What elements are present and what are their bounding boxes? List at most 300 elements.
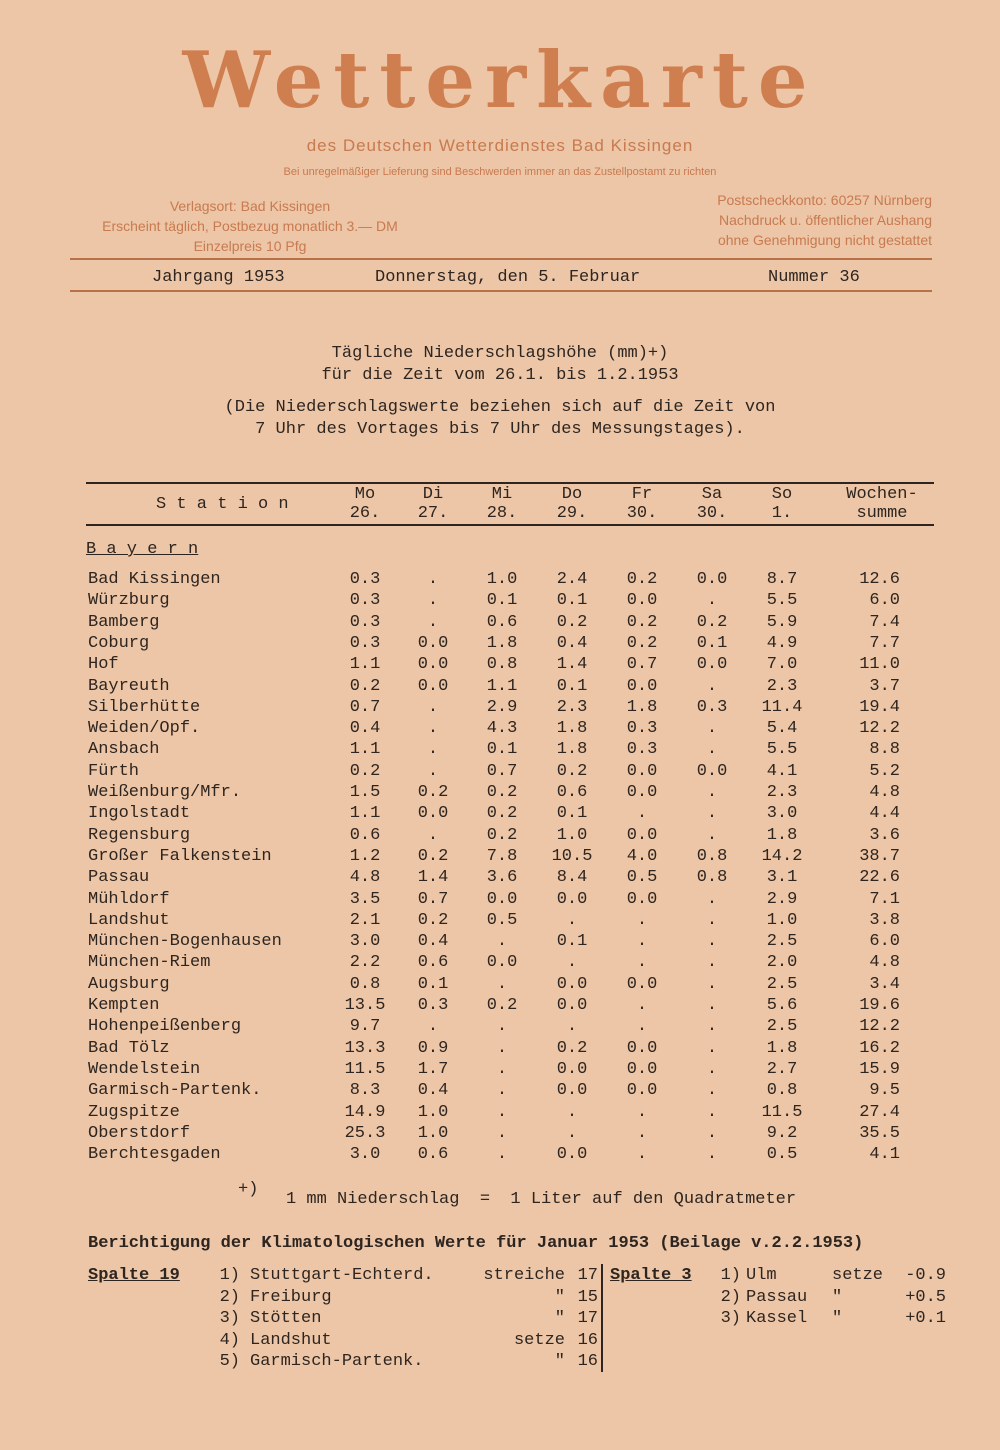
- account-info: [640, 190, 932, 250]
- correction-item-number: 4): [219, 1330, 240, 1350]
- precip-cell: .: [706, 996, 718, 1015]
- table-row: [0, 911, 1000, 932]
- precip-cell: 0.0: [696, 570, 728, 589]
- correction-item-action: ": [554, 1352, 565, 1371]
- precip-cell: 0.1: [556, 932, 588, 952]
- precip-cell: .: [636, 1123, 648, 1143]
- precip-cell: 0.3: [417, 996, 449, 1015]
- weekly-sum-cell: 6.0: [869, 932, 900, 952]
- col-date: 28.: [486, 504, 518, 523]
- precip-cell: 0.1: [486, 740, 518, 760]
- table-row: [0, 1145, 1000, 1166]
- table-heading-line4: 7 Uhr des Vortages bis 7 Uhr des Messungstages).: [255, 420, 745, 439]
- precip-cell: 1.8: [766, 825, 798, 845]
- precip-cell: 4.3: [486, 719, 518, 739]
- precip-cell: 1.8: [486, 633, 518, 653]
- precip-cell: 13.5: [344, 996, 386, 1015]
- precip-cell: 1.1: [349, 804, 381, 824]
- col-date: 27.: [417, 504, 449, 523]
- precip-cell: 3.0: [349, 1145, 381, 1165]
- precip-cell: 2.9: [766, 889, 798, 909]
- precip-cell: .: [706, 825, 718, 845]
- precip-cell: 5.6: [766, 996, 798, 1015]
- precip-cell: 0.1: [486, 591, 518, 611]
- weekly-sum-cell: 11.0: [859, 655, 900, 675]
- precip-cell: 0.3: [349, 570, 381, 589]
- precip-cell: .: [636, 804, 648, 824]
- region-label: B a y e r n: [86, 540, 199, 559]
- precip-cell: 0.0: [417, 633, 449, 653]
- precip-cell: .: [566, 1017, 578, 1037]
- precip-cell: .: [706, 676, 718, 696]
- precip-cell: 9.7: [349, 1017, 381, 1037]
- precip-cell: .: [496, 1059, 508, 1079]
- precip-cell: 0.0: [626, 783, 658, 802]
- station-name: Berchtesgaden: [88, 1145, 221, 1165]
- precip-cell: 0.0: [417, 655, 449, 675]
- correction-divider: [601, 1264, 603, 1372]
- weekly-sum-cell: 4.8: [869, 783, 900, 802]
- precip-cell: .: [427, 761, 439, 781]
- correction-item-name: Stötten: [250, 1309, 322, 1328]
- col-header-so: [747, 485, 817, 523]
- precip-cell: 0.0: [417, 676, 449, 696]
- correction-item-name: Ulm: [746, 1266, 777, 1285]
- precip-cell: 0.0: [417, 804, 449, 824]
- precip-cell: .: [706, 1059, 718, 1079]
- station-name: Garmisch-Partenk.: [88, 1081, 262, 1101]
- precip-cell: 2.5: [766, 932, 798, 952]
- correction-title: Berichtigung der Klimatologischen Werte für Januar 1953 (Beilage v.2.2.1953): [88, 1234, 864, 1253]
- col-day: Do: [561, 485, 583, 504]
- station-name: Passau: [88, 868, 150, 888]
- precip-cell: 4.8: [349, 868, 381, 888]
- precip-cell: 11.4: [761, 697, 803, 717]
- publisher-line: Erscheint täglich, Postbezug monatlich 3.— DM: [102, 218, 398, 234]
- col-date: summe: [856, 504, 908, 523]
- precip-cell: 0.2: [417, 783, 449, 802]
- station-name: Silberhütte: [88, 697, 201, 717]
- table-row: [0, 634, 1000, 655]
- precip-cell: 1.8: [766, 1038, 798, 1058]
- table-row: [0, 804, 1000, 825]
- precip-cell: 2.5: [766, 974, 798, 994]
- footnote-mark: +): [238, 1180, 259, 1199]
- precip-cell: .: [706, 1123, 718, 1143]
- precip-cell: 1.0: [556, 825, 588, 845]
- table-row: [0, 762, 1000, 783]
- weekly-sum-cell: 9.5: [869, 1081, 900, 1101]
- precip-cell: 8.4: [556, 868, 588, 888]
- precip-cell: 1.0: [486, 570, 518, 589]
- precip-cell: 0.2: [486, 783, 518, 802]
- correction-item-name: Passau: [746, 1287, 808, 1307]
- weekly-sum-cell: 16.2: [859, 1038, 900, 1058]
- table-heading-line2: für die Zeit vom 26.1. bis 1.2.1953: [321, 366, 679, 385]
- precip-cell: .: [706, 740, 718, 760]
- col-date: 30.: [626, 504, 658, 523]
- weekly-sum-cell: 22.6: [859, 868, 900, 888]
- correction-left-label: Spalte 19: [88, 1266, 180, 1285]
- precip-cell: 0.4: [556, 633, 588, 653]
- precip-cell: 3.0: [349, 932, 381, 952]
- col-day: Mi: [491, 485, 513, 504]
- precip-cell: 13.3: [344, 1038, 386, 1058]
- precip-cell: 7.8: [486, 846, 518, 866]
- publisher-line: Verlagsort: Bad Kissingen: [169, 198, 331, 214]
- precip-cell: 0.3: [626, 719, 658, 739]
- correction-item-action: streiche: [483, 1266, 565, 1285]
- table-row: [0, 1017, 1000, 1038]
- precip-cell: .: [496, 1081, 508, 1101]
- precip-cell: 0.3: [349, 612, 381, 632]
- precip-cell: 0.6: [349, 825, 381, 845]
- precip-cell: 0.0: [626, 1038, 658, 1058]
- station-name: Hohenpeißenberg: [88, 1017, 242, 1037]
- station-name: Kempten: [88, 996, 160, 1015]
- precip-cell: 0.2: [417, 910, 449, 930]
- station-name: Mühldorf: [88, 889, 170, 909]
- station-name: Weiden/Opf.: [88, 719, 201, 739]
- precip-cell: 11.5: [344, 1059, 386, 1079]
- precip-cell: 5.9: [766, 612, 798, 632]
- table-rule-bottom: [86, 524, 934, 526]
- table-rule-top: [86, 482, 934, 484]
- table-heading-line1: Tägliche Niederschlagshöhe (mm)+): [331, 344, 669, 363]
- station-name: Regensburg: [88, 825, 191, 845]
- precip-cell: 0.6: [556, 783, 588, 802]
- account-line: Postscheckkonto: 60257 Nürnberg: [717, 192, 932, 208]
- table-row: [0, 1039, 1000, 1060]
- col-day: Fr: [631, 485, 653, 504]
- precip-cell: 0.1: [556, 591, 588, 611]
- col-header-do: [537, 485, 607, 523]
- precip-cell: 1.8: [626, 697, 658, 717]
- table-row: [0, 613, 1000, 634]
- precip-cell: 0.2: [696, 612, 728, 632]
- table-row: [0, 953, 1000, 974]
- issue-jahrgang: Jahrgang 1953: [152, 268, 285, 287]
- station-name: Großer Falkenstein: [88, 846, 272, 866]
- table-row: [0, 1124, 1000, 1145]
- precip-cell: .: [706, 719, 718, 739]
- header-rule-top: [70, 258, 932, 260]
- precip-cell: .: [566, 1102, 578, 1122]
- table-row: [0, 655, 1000, 676]
- precip-cell: 0.2: [349, 761, 381, 781]
- weekly-sum-cell: 12.2: [859, 719, 900, 739]
- weekly-sum-cell: 15.9: [859, 1059, 900, 1079]
- precip-cell: 0.2: [556, 612, 588, 632]
- weekly-sum-cell: 19.4: [859, 697, 900, 717]
- station-name: Ingolstadt: [88, 804, 191, 824]
- weekly-sum-cell: 12.2: [859, 1017, 900, 1037]
- precip-cell: .: [636, 1017, 648, 1037]
- correction-item-value: +0.5: [905, 1287, 946, 1307]
- station-name: Hof: [88, 655, 119, 675]
- precip-cell: 8.3: [349, 1081, 381, 1101]
- precip-cell: 14.2: [761, 846, 803, 866]
- correction-item-name: Stuttgart-Echterd.: [250, 1266, 434, 1285]
- col-day: Di: [422, 485, 444, 504]
- station-name: Zugspitze: [88, 1102, 180, 1122]
- precip-cell: .: [636, 1102, 648, 1122]
- weekly-sum-cell: 3.6: [869, 825, 900, 845]
- precip-cell: .: [496, 1123, 508, 1143]
- precip-cell: 2.7: [766, 1059, 798, 1079]
- precip-cell: 0.9: [417, 1038, 449, 1058]
- station-name: Oberstdorf: [88, 1123, 191, 1143]
- precip-cell: 3.1: [766, 868, 798, 888]
- correction-item-name: Freiburg: [250, 1287, 332, 1307]
- precip-cell: 0.0: [556, 1059, 588, 1079]
- station-header: S t a t i o n: [156, 495, 289, 514]
- precip-cell: .: [636, 996, 648, 1015]
- precip-cell: 2.4: [556, 570, 588, 589]
- precip-cell: .: [427, 825, 439, 845]
- weekly-sum-cell: 3.7: [869, 676, 900, 696]
- precip-cell: 0.7: [626, 655, 658, 675]
- precip-cell: 7.0: [766, 655, 798, 675]
- precip-cell: 1.8: [556, 719, 588, 739]
- weekly-sum-cell: 38.7: [859, 846, 900, 866]
- correction-item-action: setze: [513, 1330, 565, 1350]
- precip-cell: 0.0: [556, 1081, 588, 1101]
- station-name: Bamberg: [88, 612, 160, 632]
- station-name: München-Riem: [88, 953, 211, 973]
- correction-item-name: Landshut: [250, 1330, 332, 1350]
- correction-right-label: Spalte 3: [610, 1266, 692, 1285]
- precip-cell: .: [706, 1145, 718, 1165]
- precip-cell: 0.5: [486, 910, 518, 930]
- precip-cell: 1.8: [556, 740, 588, 760]
- precip-cell: .: [427, 591, 439, 611]
- correction-item-action: ": [832, 1309, 843, 1328]
- precip-cell: 0.0: [486, 953, 518, 973]
- col-header-sum: [832, 485, 932, 523]
- precip-cell: 0.4: [417, 932, 449, 952]
- precip-cell: .: [496, 1145, 508, 1165]
- precip-cell: .: [566, 953, 578, 973]
- masthead-notice: Bei unregelmäßiger Lieferung sind Beschwerden immer an das Zustellpostamt zu richten: [283, 166, 717, 178]
- weekly-sum-cell: 7.7: [869, 633, 900, 653]
- precip-cell: 0.3: [349, 591, 381, 611]
- precip-cell: 0.5: [626, 868, 658, 888]
- header-rule-bottom: [70, 290, 932, 292]
- precip-cell: .: [496, 932, 508, 952]
- precip-cell: 0.7: [349, 697, 381, 717]
- col-header-mi: [467, 485, 537, 523]
- correction-item-value: 16: [577, 1330, 598, 1350]
- precip-cell: .: [636, 910, 648, 930]
- precip-cell: .: [427, 612, 439, 632]
- station-name: München-Bogenhausen: [88, 932, 282, 952]
- precip-cell: 2.3: [766, 676, 798, 696]
- publisher-info: [80, 196, 420, 256]
- precip-cell: 0.0: [556, 996, 588, 1015]
- col-date: 30.: [696, 504, 728, 523]
- correction-item-action: ": [832, 1287, 843, 1307]
- table-row: [0, 1060, 1000, 1081]
- precip-cell: .: [706, 1017, 718, 1037]
- precip-cell: .: [496, 1102, 508, 1122]
- precip-cell: 0.8: [349, 974, 381, 994]
- precip-cell: .: [706, 932, 718, 952]
- correction-item-number: 2): [720, 1287, 741, 1307]
- weekly-sum-cell: 8.8: [869, 740, 900, 760]
- precip-cell: .: [427, 719, 439, 739]
- col-header-di: [398, 485, 468, 523]
- table-row: [0, 1103, 1000, 1124]
- precip-cell: 1.5: [349, 783, 381, 802]
- precip-cell: 0.7: [486, 761, 518, 781]
- precip-cell: 4.9: [766, 633, 798, 653]
- precip-cell: 0.6: [417, 1145, 449, 1165]
- precip-cell: .: [496, 974, 508, 994]
- precip-cell: 0.8: [696, 846, 728, 866]
- correction-item-action: ": [554, 1309, 565, 1328]
- correction-item-number: 1): [720, 1266, 741, 1285]
- precip-cell: .: [706, 783, 718, 802]
- precip-cell: 0.2: [486, 996, 518, 1015]
- weekly-sum-cell: 12.6: [859, 570, 900, 589]
- precip-cell: 0.0: [626, 1081, 658, 1101]
- precip-cell: .: [706, 910, 718, 930]
- weekly-sum-cell: 3.4: [869, 974, 900, 994]
- precip-cell: 5.5: [766, 740, 798, 760]
- precip-cell: 1.2: [349, 846, 381, 866]
- correction-item-value: 16: [577, 1352, 598, 1371]
- table-row: [0, 677, 1000, 698]
- precip-cell: 2.9: [486, 697, 518, 717]
- precip-cell: 2.0: [766, 953, 798, 973]
- precip-cell: 0.3: [626, 740, 658, 760]
- precip-cell: 1.0: [417, 1123, 449, 1143]
- col-date: 1.: [771, 504, 793, 523]
- station-name: Weißenburg/Mfr.: [88, 783, 242, 802]
- precip-cell: 0.8: [696, 868, 728, 888]
- precip-cell: 0.0: [486, 889, 518, 909]
- precip-cell: 0.0: [626, 591, 658, 611]
- precip-cell: 11.5: [761, 1102, 803, 1122]
- precip-cell: 0.2: [349, 676, 381, 696]
- table-row: [0, 868, 1000, 889]
- precip-cell: 0.1: [696, 633, 728, 653]
- correction-item-action: ": [554, 1287, 565, 1307]
- weekly-sum-cell: 6.0: [869, 591, 900, 611]
- precip-cell: 1.7: [417, 1059, 449, 1079]
- station-name: Würzburg: [88, 591, 170, 611]
- correction-item-number: 3): [720, 1309, 741, 1328]
- table-row: [0, 826, 1000, 847]
- precip-cell: 0.0: [626, 761, 658, 781]
- table-row: [0, 932, 1000, 953]
- precip-cell: 0.2: [556, 761, 588, 781]
- precip-cell: 0.0: [626, 676, 658, 696]
- precip-cell: .: [427, 740, 439, 760]
- precip-cell: 0.3: [696, 697, 728, 717]
- precip-cell: 0.2: [486, 825, 518, 845]
- precip-cell: 0.0: [556, 1145, 588, 1165]
- col-header-sa: [677, 485, 747, 523]
- weekly-sum-cell: 4.8: [869, 953, 900, 973]
- table-row: [0, 719, 1000, 740]
- precip-cell: 14.9: [344, 1102, 386, 1122]
- precip-cell: 0.2: [626, 633, 658, 653]
- table-row: [0, 698, 1000, 719]
- precip-cell: 0.2: [556, 1038, 588, 1058]
- col-header-fr: [607, 485, 677, 523]
- col-day: Sa: [701, 485, 723, 504]
- precip-cell: 2.2: [349, 953, 381, 973]
- station-name: Landshut: [88, 910, 170, 930]
- weekly-sum-cell: 3.8: [869, 910, 900, 930]
- precip-cell: 3.5: [349, 889, 381, 909]
- precip-cell: .: [636, 932, 648, 952]
- table-row: [0, 1081, 1000, 1102]
- precip-cell: 0.4: [349, 719, 381, 739]
- precip-cell: 0.2: [417, 846, 449, 866]
- precip-cell: .: [496, 1017, 508, 1037]
- weekly-sum-cell: 4.1: [869, 1145, 900, 1165]
- correction-item-action: setze: [832, 1266, 884, 1285]
- precip-cell: .: [706, 804, 718, 824]
- masthead-subtitle: des Deutschen Wetterdienstes Bad Kissingen: [306, 136, 694, 155]
- correction-item-number: 3): [219, 1309, 240, 1328]
- precip-cell: 1.1: [486, 676, 518, 696]
- precip-cell: .: [566, 910, 578, 930]
- table-row: [0, 591, 1000, 612]
- precip-cell: .: [706, 1038, 718, 1058]
- col-day: Wochen-: [846, 485, 918, 504]
- col-header-mo: [330, 485, 400, 523]
- weekly-sum-cell: 19.6: [859, 996, 900, 1015]
- precip-cell: 0.5: [766, 1145, 798, 1165]
- col-date: 26.: [349, 504, 381, 523]
- weekly-sum-cell: 35.5: [859, 1123, 900, 1143]
- precip-cell: .: [706, 889, 718, 909]
- precip-cell: 0.6: [417, 953, 449, 973]
- precip-cell: 5.4: [766, 719, 798, 739]
- table-row: [0, 975, 1000, 996]
- precip-cell: .: [706, 1081, 718, 1101]
- station-name: Bad Tölz: [88, 1038, 170, 1058]
- station-name: Fürth: [88, 761, 140, 781]
- station-name: Augsburg: [88, 974, 170, 994]
- precip-cell: 10.5: [551, 846, 593, 866]
- account-line: ohne Genehmigung nicht gestattet: [717, 232, 932, 248]
- weekly-sum-cell: 5.2: [869, 761, 900, 781]
- weekly-sum-cell: 7.4: [869, 612, 900, 632]
- precip-cell: 4.1: [766, 761, 798, 781]
- table-row: [0, 890, 1000, 911]
- precip-cell: 4.0: [626, 846, 658, 866]
- precip-cell: 0.0: [696, 655, 728, 675]
- weekly-sum-cell: 7.1: [869, 889, 900, 909]
- correction-item-value: -0.9: [905, 1266, 946, 1285]
- precip-cell: 0.4: [417, 1081, 449, 1101]
- precip-cell: 25.3: [344, 1123, 386, 1143]
- publisher-line: Einzelpreis 10 Pfg: [193, 238, 307, 254]
- precip-cell: .: [427, 1017, 439, 1037]
- correction-item-number: 2): [219, 1287, 240, 1307]
- col-day: So: [771, 485, 793, 504]
- precip-cell: 2.3: [766, 783, 798, 802]
- precip-cell: 0.0: [556, 974, 588, 994]
- table-row: [0, 740, 1000, 761]
- precip-cell: 0.8: [766, 1081, 798, 1101]
- precip-cell: 0.2: [626, 570, 658, 589]
